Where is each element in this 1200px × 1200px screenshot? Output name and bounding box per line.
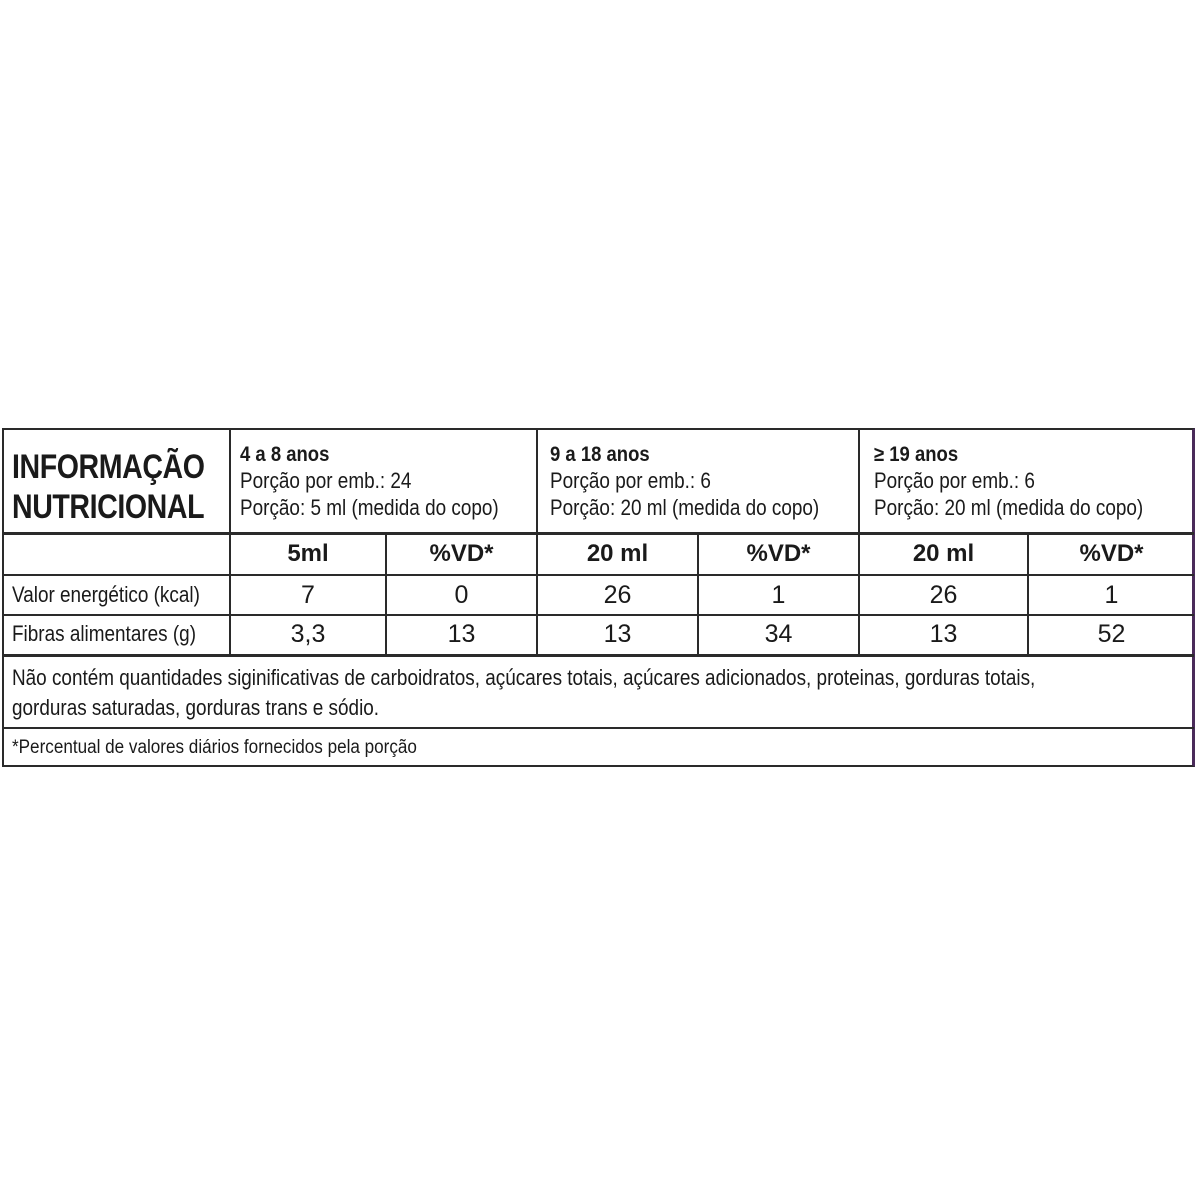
not-significant-note-line2: gorduras saturadas, gorduras trans e sódio. (12, 695, 380, 720)
energy-value-9-18: 26 (603, 581, 632, 609)
group-portion-19-plus: Porção: 20 ml (medida do copo) (874, 495, 1144, 520)
group-heading-19-plus: ≥ 19 anos (874, 443, 959, 466)
fiber-value-19-plus: 13 (929, 620, 958, 648)
note-divider (2, 727, 1194, 729)
column-header-vd-9-18: %VD* (746, 540, 811, 567)
energy-vd-9-18: 1 (771, 581, 786, 609)
group-heading-4-8: 4 a 8 anos (240, 443, 330, 466)
column-header-divider (2, 574, 1194, 576)
energy-value-19-plus: 26 (929, 581, 958, 609)
group-servings-9-18: Porção por emb.: 6 (550, 468, 711, 493)
energy-vd-19-plus: 1 (1104, 581, 1119, 609)
fiber-value-4-8: 3,3 (290, 620, 326, 648)
fiber-vd-19-plus: 52 (1097, 620, 1126, 648)
column-header-vd-4-8: %VD* (429, 540, 494, 567)
group-portion-4-8: Porção: 5 ml (medida do copo) (240, 495, 499, 520)
group-heading-9-18: 9 a 18 anos (550, 443, 650, 466)
group-servings-4-8: Porção por emb.: 24 (240, 468, 412, 493)
not-significant-note-line1: Não contém quantidades siginificativas de carboidratos, açúcares totais, açúcares adicionados, proteinas, gorduras totais, (12, 665, 1036, 690)
label-title-line1: INFORMAÇÃO (12, 448, 205, 486)
daily-value-footnote: *Percentual de valores diários fornecidos pela porção (12, 737, 417, 758)
energy-value-4-8: 7 (301, 581, 315, 609)
fiber-value-9-18: 13 (603, 620, 632, 648)
table-bottom-divider (2, 654, 1194, 657)
column-header-amount-4-8: 5ml (287, 540, 329, 567)
energy-vd-4-8: 0 (454, 581, 469, 609)
label-title-line2: NUTRICIONAL (12, 488, 205, 526)
group-servings-19-plus: Porção por emb.: 6 (874, 468, 1035, 493)
column-header-vd-19-plus: %VD* (1079, 540, 1144, 567)
group-portion-9-18: Porção: 20 ml (medida do copo) (550, 495, 820, 520)
column-header-amount-19-plus: 20 ml (912, 540, 975, 567)
row-label-energy: Valor energético (kcal) (12, 582, 200, 607)
row-divider (2, 614, 1194, 616)
column-header-amount-9-18: 20 ml (586, 540, 649, 567)
fiber-vd-4-8: 13 (447, 620, 476, 648)
row-label-fiber: Fibras alimentares (g) (12, 621, 196, 646)
header-divider (2, 532, 1194, 535)
fiber-vd-9-18: 34 (764, 620, 793, 648)
